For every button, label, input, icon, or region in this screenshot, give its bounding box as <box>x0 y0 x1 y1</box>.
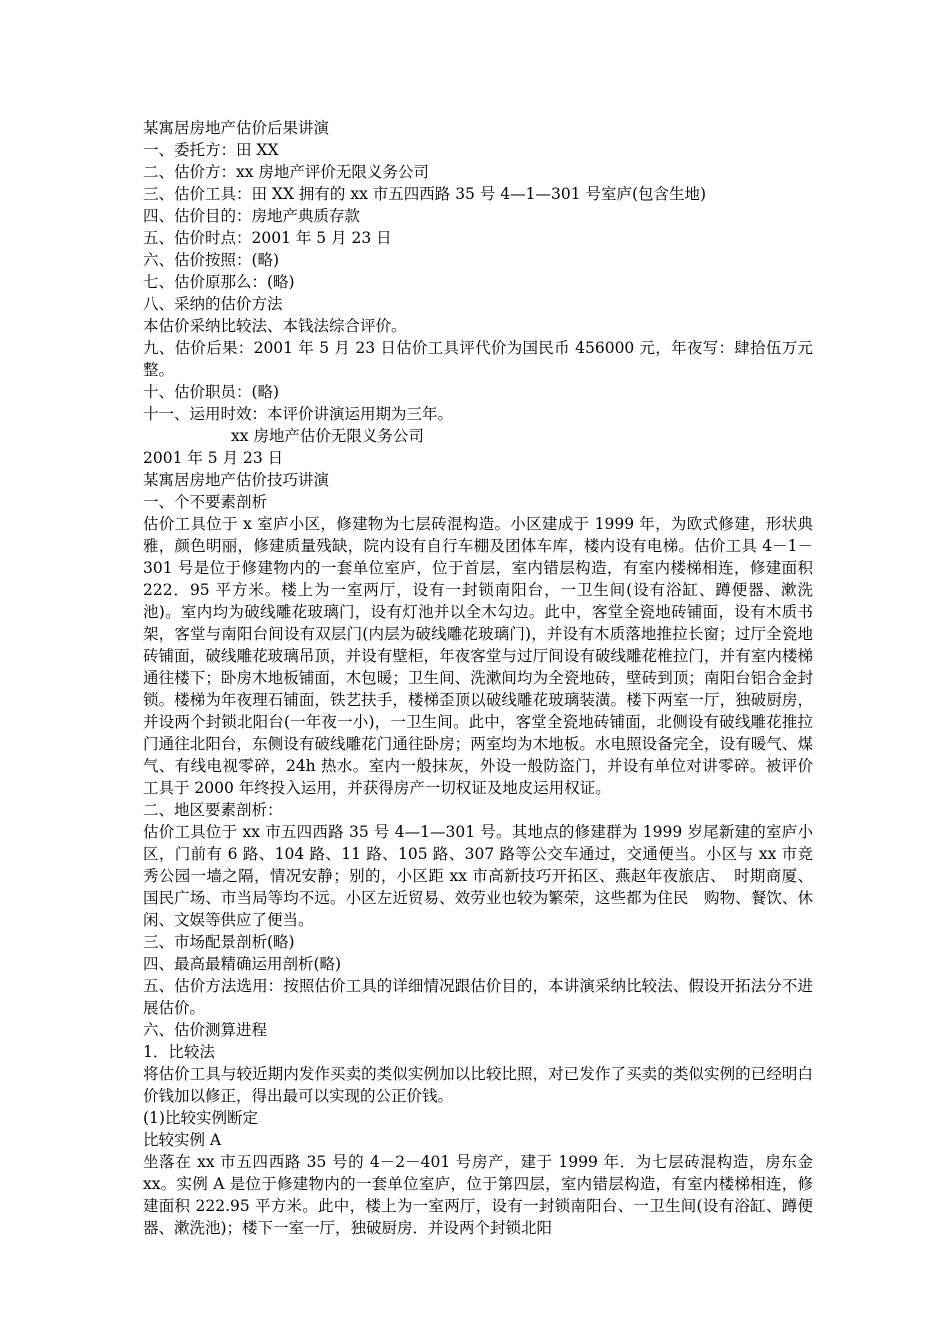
item-client: 一、委托方：田 XX <box>143 141 279 159</box>
caseA-title: 比较实例 A <box>143 1131 222 1149</box>
item-validity: 十一、运用时效：本评价讲演运用期为三年。 <box>143 405 454 423</box>
document-body <box>143 117 813 1239</box>
section3: 三、市场配景剖析(略) <box>143 933 295 951</box>
item-staff: 十、估价职员：(略) <box>143 383 280 401</box>
company-signature: xx 房地产估价无限义务公司 <box>231 427 424 445</box>
item-appraiser: 二、估价方：xx 房地产评价无限义务公司 <box>143 163 429 181</box>
item-purpose: 四、估价目的：房地产典质存款 <box>143 207 361 225</box>
item-method-desc: 本估价采纳比较法、本钱法综合评价。 <box>143 317 407 335</box>
item-principle: 七、估价原那么：(略) <box>143 273 295 291</box>
section1-body: 估价工具位于 x 室庐小区，修建物为七层砖混构造。小区建成于 1999 年，为欧式修建，形状典雅，颜色明丽，修建质量残缺，院内设有自行车棚及团体车库，楼内设有电梯。估价工具 4－1－301 号是位于修建物内的一套单位室庐，位于首层，室内错层构造，有室内楼梯相连，修建面积 222．95 平方米。楼上为一室两厅，设有一封锁南阳台，一卫生间(设有浴缸、蹲便器、漱洗池)。室内均为破线雕花玻璃门，设有灯池并以全木勾边。此中，客堂全瓷地砖铺面，设有木质书架，客堂与南阳台间设有双层门(内层为破线雕花玻璃门)，并设有木质落地推拉长窗；过厅全瓷地砖铺面，破线雕花玻璃吊顶，并设有壁柜，年夜客堂与过厅间设有破线雕花椎拉门，并有室内楼梯通往楼下；卧房木地板铺面，木包暖；卫生间、洗漱间均为全瓷地砖，壁砖到顶；南阳台铝合金封锁。楼梯为年夜理石铺面，铁艺扶手，楼梯歪顶以破线雕花玻璃装潢。楼下两室一厅，独破厨房，并设两个封锁北阳台(一年夜一小)，一卫生间。此中，客堂全瓷地砖铺面，北侧设有破线雕花推拉门通往北阳台，东侧设有破线雕花门通往卧房；两室均为木地板。水电照设备完全，设有暖气、煤气、有线电视零碎，24h 热水。室内一般抹灰，外设一般防盗门，并设有单位对讲零碎。被评价工具于 2000 年终投入运用，并获得房产一切权证及地皮运用权证。 <box>143 515 813 797</box>
report-date: 2001 年 5 月 23 日 <box>143 449 284 467</box>
section4: 四、最高最精确运用剖析(略) <box>143 955 342 973</box>
report-title: 某寓居房地产估价后果讲演 <box>143 119 330 137</box>
section2-heading: 二、地区要素剖析： <box>143 801 283 819</box>
item-method: 八、采纳的估价方法 <box>143 295 283 313</box>
section6: 六、估价测算进程 <box>143 1021 268 1039</box>
section5: 五、估价方法选用：按照估价工具的详细情况跟估价目的，本讲演采纳比较法、假设开拓法分不进展估价。 <box>143 977 813 1017</box>
item-object: 三、估价工具：田 XX 拥有的 xx 市五四西路 35 号 4—1—301 号室庐(包含生地) <box>143 185 707 203</box>
tech-report-title: 某寓居房地产估价技巧讲演 <box>143 471 330 489</box>
item-basis: 六、估价按照：(略) <box>143 251 280 269</box>
caseA-body: 坐落在 xx 市五四西路 35 号的 4－2－401 号房产，建于 1999 年．为七层砖混构造，房东金 xx。实例 A 是位于修建物内的一套单位室庐，位于第四层，室内错层构造，有室内楼梯相连，修建面积 222.95 平方米。此中，楼上为一室两厅，设有一封锁南阳台、一卫生间(设有浴缸、蹲便器、漱洗池)；楼下一室一厅，独破厨房．并设两个封锁北阳 <box>143 1153 813 1237</box>
method1-heading: 1．比较法 <box>143 1043 215 1061</box>
method1-sub: (1)比较实例断定 <box>143 1109 258 1127</box>
item-result: 九、估价后果：2001 年 5 月 23 日估价工具评代价为国民币 456000 元，年夜写：肆拾伍万元整。 <box>143 339 813 379</box>
item-time: 五、估价时点：2001 年 5 月 23 日 <box>143 229 392 247</box>
section2-body: 估价工具位于 xx 市五四西路 35 号 4—1—301 号。其地点的修建群为 1999 岁尾新建的室庐小区，门前有 6 路、104 路、11 路、105 路、307 路等公交车通过，交通便当。小区与 xx 市竞秀公园一墙之隔，情况安静；别的，小区距 xx 市高新技巧开拓区、燕赵年夜旅店、 时期商厦、国民广场、市当局等均不远。小区左近贸易、效劳业也较为繁荣，这些都为住民 购物、餐饮、休闲、文娱等供应了便当。 <box>143 823 813 929</box>
method1-body: 将估价工具与较近期内发作买卖的类似实例加以比较比照，对已发作了买卖的类似实例的已经明白价钱加以修正，得出最可以实现的公正价钱。 <box>143 1065 813 1105</box>
section1-heading: 一、个不要素剖析 <box>143 493 268 511</box>
